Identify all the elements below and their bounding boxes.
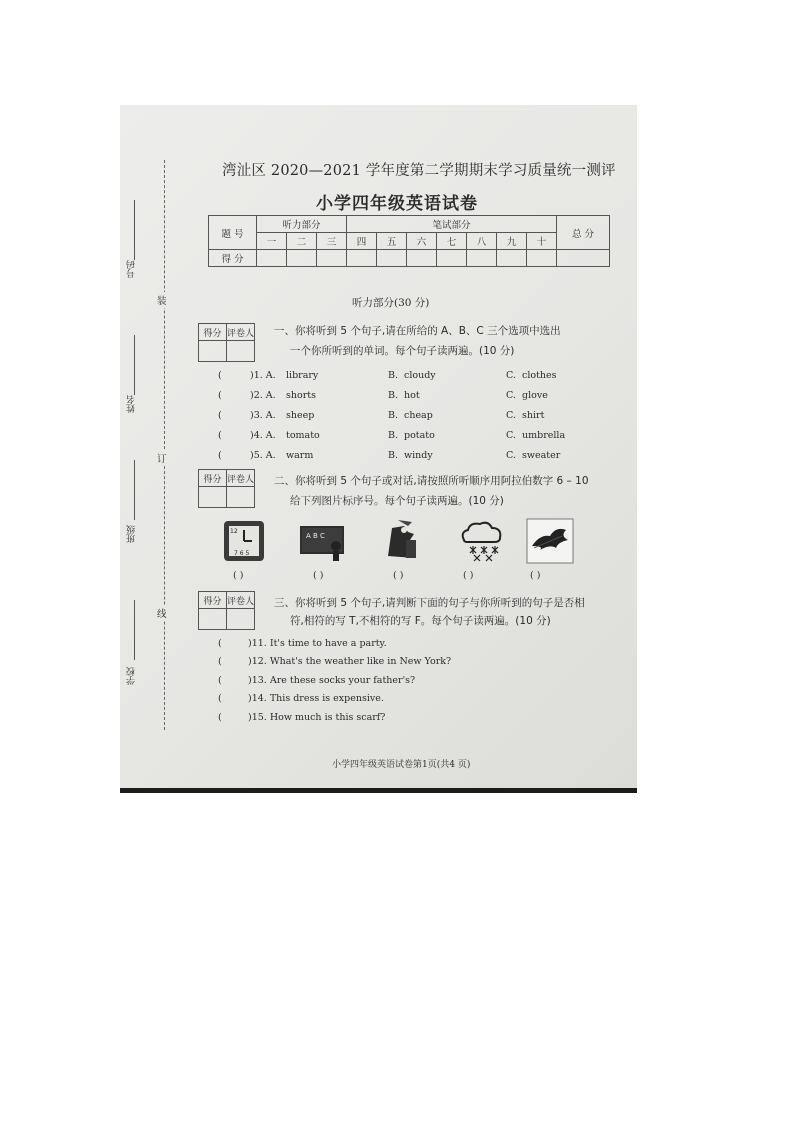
q1-option-c-label: C. xyxy=(506,430,516,441)
q1-item-paren: ( xyxy=(218,430,222,441)
q1-option-b-label: B. xyxy=(388,410,399,421)
q1-option-b: hot xyxy=(404,390,420,401)
score-cell xyxy=(257,250,287,267)
leaf-picture xyxy=(526,518,574,564)
grader-cell xyxy=(199,609,227,630)
q1-option-c: umbrella xyxy=(522,430,566,441)
q3-item-paren: ( xyxy=(218,638,222,649)
blackboard-picture xyxy=(298,518,346,564)
svg-text:7 6 5: 7 6 5 xyxy=(234,550,250,557)
binding-word-2: 订 xyxy=(157,450,167,466)
score-cell xyxy=(527,250,557,267)
picture-answer-paren: ( ) xyxy=(233,570,244,581)
q1-item-paren: ( xyxy=(218,450,222,461)
score-table-number: 十 xyxy=(527,233,557,250)
q1-item-number: )5. A. xyxy=(250,450,276,461)
q2-instruction-line1: 二、你将听到 5 个句子或对话,请按照所听顺序用阿拉伯数字 6 – 10 xyxy=(274,475,589,487)
exam-title: 小学四年级英语试卷 xyxy=(316,194,478,214)
bird-on-chair-picture xyxy=(378,518,426,564)
photo-bottom-edge xyxy=(120,788,637,793)
score-table-number: 三 xyxy=(317,233,347,250)
q1-item-paren: ( xyxy=(218,410,222,421)
q1-item-paren: ( xyxy=(218,370,222,381)
q1-item-number: )1. A. xyxy=(250,370,276,381)
grader-score-label: 得分 xyxy=(199,592,227,609)
grader-box-q3 xyxy=(198,591,255,630)
q3-item-text: )12. What's the weather like in New York? xyxy=(248,656,452,667)
q3-item-text: )11. It's time to have a party. xyxy=(248,638,387,649)
binding-word-3: 线 xyxy=(157,605,167,621)
score-table-number: 七 xyxy=(437,233,467,250)
page-footer: 小学四年级英语试卷第1页(共4 页) xyxy=(332,760,471,770)
q3-item-text: )15. How much is this scarf? xyxy=(248,712,386,723)
sidebar-label-name: 姓名 xyxy=(127,395,137,413)
picture-answer-paren: ( ) xyxy=(463,570,474,581)
q1-option-c-label: C. xyxy=(506,450,516,461)
q3-item-paren: ( xyxy=(218,656,222,667)
grader-name-label: 评卷人 xyxy=(227,592,255,609)
score-table-number: 六 xyxy=(407,233,437,250)
q1-item-number: )3. A. xyxy=(250,410,276,421)
score-table-label-score: 得 分 xyxy=(209,250,257,267)
q1-option-c-label: C. xyxy=(506,410,516,421)
grader-cell xyxy=(199,341,227,362)
picture-answer-paren: ( ) xyxy=(530,570,541,581)
binding-word-1: 装 xyxy=(157,292,167,308)
section-heading-listening: 听力部分(30 分) xyxy=(352,297,430,309)
q1-option-b: windy xyxy=(404,450,433,461)
q3-item-text: )13. Are these socks your father's? xyxy=(248,675,416,686)
score-table-number: 一 xyxy=(257,233,287,250)
sidebar-underline xyxy=(134,460,135,520)
exam-header-line: 湾沚区 2020—2021 学年度第二学期期末学习质量统一测评 xyxy=(222,163,616,179)
grader-cell xyxy=(227,341,255,362)
score-cell xyxy=(437,250,467,267)
picture-answer-paren: ( ) xyxy=(313,570,324,581)
score-cell xyxy=(287,250,317,267)
q1-instruction-line2: 一个你所听到的单词。每个句子读两遍。(10 分) xyxy=(290,345,515,357)
svg-text:12: 12 xyxy=(230,528,238,535)
score-table-number: 二 xyxy=(287,233,317,250)
grader-cell xyxy=(199,487,227,508)
q1-option-b-label: B. xyxy=(388,370,399,381)
grader-box-q2 xyxy=(198,469,255,508)
grader-cell xyxy=(227,609,255,630)
sidebar-underline xyxy=(134,335,135,395)
grader-box-q1 xyxy=(198,323,255,362)
q1-option-c: shirt xyxy=(522,410,545,421)
q1-option-c-label: C. xyxy=(506,370,516,381)
q1-item-number: )4. A. xyxy=(250,430,276,441)
score-cell xyxy=(407,250,437,267)
score-table-number: 四 xyxy=(347,233,377,250)
score-table-group-listening: 听力部分 xyxy=(257,216,347,233)
sidebar-underline xyxy=(134,600,135,660)
clock-picture xyxy=(220,518,268,564)
q1-option-b-label: B. xyxy=(388,390,399,401)
q1-option-c-label: C. xyxy=(506,390,516,401)
score-cell xyxy=(317,250,347,267)
sidebar-underline xyxy=(134,200,135,260)
sidebar-label-class: 班级 xyxy=(127,525,137,543)
q3-instruction-line2: 符,相符的写 T,不相符的写 F。每个句子读两遍。(10 分) xyxy=(290,615,551,627)
score-cell xyxy=(497,250,527,267)
grader-name-label: 评卷人 xyxy=(227,324,255,341)
grader-score-label: 得分 xyxy=(199,470,227,487)
score-table-number: 九 xyxy=(497,233,527,250)
q2-instruction-line2: 给下列图片标序号。每个句子读两遍。(10 分) xyxy=(290,495,504,507)
q1-option-a: library xyxy=(286,370,319,381)
sidebar-label-number: 号码 xyxy=(127,260,137,278)
q1-option-b-label: B. xyxy=(388,430,399,441)
score-table-number: 八 xyxy=(467,233,497,250)
grader-cell xyxy=(227,487,255,508)
q1-item-number: )2. A. xyxy=(250,390,276,401)
q1-item-paren: ( xyxy=(218,390,222,401)
grader-score-label: 得分 xyxy=(199,324,227,341)
score-table-number: 五 xyxy=(377,233,407,250)
q3-instruction-line1: 三、你将听到 5 个句子,请判断下面的句子与你所听到的句子是否相 xyxy=(274,597,585,609)
snow-cloud-picture xyxy=(456,518,504,564)
q1-option-a: tomato xyxy=(286,430,320,441)
q1-option-c: clothes xyxy=(522,370,557,381)
q1-option-c: sweater xyxy=(522,450,561,461)
exam-photo xyxy=(120,105,637,793)
blackboard-text: A B C xyxy=(306,532,325,540)
q1-instruction-line1: 一、你将听到 5 个句子,请在所给的 A、B、C 三个选项中选出 xyxy=(274,325,561,337)
score-table-total: 总 分 xyxy=(557,216,610,250)
q1-option-a: sheep xyxy=(286,410,315,421)
q1-option-a: shorts xyxy=(286,390,316,401)
q3-item-paren: ( xyxy=(218,712,222,723)
q3-item-paren: ( xyxy=(218,675,222,686)
picture-answer-paren: ( ) xyxy=(393,570,404,581)
score-table-label-item: 题 号 xyxy=(209,216,257,250)
score-cell xyxy=(347,250,377,267)
q3-item-paren: ( xyxy=(218,693,222,704)
score-table-group-written: 笔试部分 xyxy=(347,216,557,233)
score-cell xyxy=(557,250,610,267)
q1-option-a: warm xyxy=(286,450,314,461)
sidebar-label-school: 学校 xyxy=(127,667,137,685)
grader-name-label: 评卷人 xyxy=(227,470,255,487)
score-cell xyxy=(467,250,497,267)
score-cell xyxy=(377,250,407,267)
q1-option-b: cloudy xyxy=(404,370,436,381)
q1-option-c: glove xyxy=(522,390,548,401)
score-table xyxy=(208,215,610,267)
q1-option-b: cheap xyxy=(404,410,433,421)
q1-option-b-label: B. xyxy=(388,450,399,461)
q1-option-b: potato xyxy=(404,430,435,441)
q3-item-text: )14. This dress is expensive. xyxy=(248,693,384,704)
binding-dashed-line xyxy=(164,160,165,730)
